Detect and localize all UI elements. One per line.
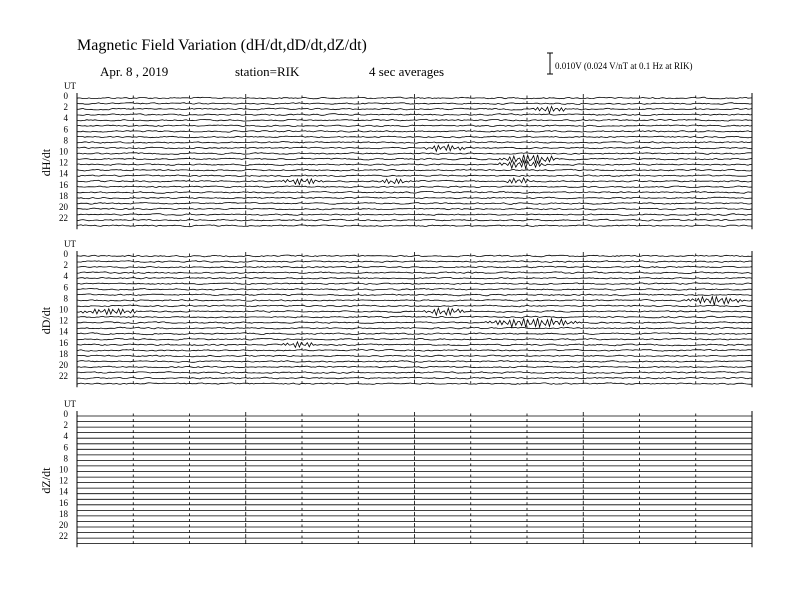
scale-bar [547, 53, 553, 74]
hour-label: 8 [63, 135, 68, 146]
hour-label: 20 [59, 360, 68, 370]
averaging-label: 4 sec averages [369, 64, 445, 79]
hour-label: 6 [63, 124, 68, 135]
hour-label: 16 [59, 497, 68, 508]
panel-dH-dt [39, 81, 752, 229]
hour-label: 22 [59, 531, 68, 542]
ut-label: UT [64, 239, 76, 249]
hour-label: 2 [63, 420, 68, 431]
hour-label: 6 [63, 442, 68, 453]
hour-label: 2 [63, 260, 68, 271]
hour-label: 6 [63, 282, 68, 293]
hour-label: 8 [63, 453, 68, 464]
hour-label: 14 [59, 486, 68, 497]
hour-label: 18 [59, 190, 68, 201]
station-label: station=RIK [235, 64, 300, 79]
hour-label: 16 [59, 337, 68, 348]
hour-label: 22 [59, 371, 68, 382]
hour-label: 8 [63, 293, 68, 304]
hour-label: 20 [59, 520, 68, 530]
hour-label: 0 [63, 91, 68, 101]
hour-label: 12 [59, 315, 68, 326]
hour-label: 18 [59, 348, 68, 359]
hour-label: 14 [59, 326, 68, 337]
y-axis-label: dH/dt [39, 148, 53, 177]
hour-label: 4 [63, 431, 68, 442]
panel-dZ-dt [39, 399, 752, 547]
hour-label: 20 [59, 202, 68, 212]
hour-label: 4 [63, 271, 68, 282]
hour-label: 2 [63, 102, 68, 113]
hour-label: 18 [59, 508, 68, 519]
chart-title: Magnetic Field Variation (dH/dt,dD/dt,dZ/dt) [77, 37, 367, 54]
hour-label: 14 [59, 168, 68, 179]
hour-label: 12 [59, 475, 68, 486]
ut-label: UT [64, 81, 76, 91]
hour-label: 12 [59, 157, 68, 168]
hour-label: 4 [63, 113, 68, 124]
hour-label: 0 [63, 409, 68, 419]
ut-label: UT [64, 399, 76, 409]
y-axis-label: dD/dt [39, 306, 53, 335]
hour-label: 10 [59, 464, 68, 475]
panel-dD-dt [39, 239, 752, 387]
scale-label: 0.010V (0.024 V/nT at 0.1 Hz at RIK) [555, 61, 693, 71]
hour-label: 16 [59, 179, 68, 190]
hour-label: 0 [63, 249, 68, 259]
hour-label: 10 [59, 304, 68, 315]
y-axis-label: dZ/dt [39, 467, 53, 494]
date-label: Apr. 8 , 2019 [100, 64, 169, 79]
hour-label: 22 [59, 213, 68, 224]
hour-label: 10 [59, 146, 68, 157]
